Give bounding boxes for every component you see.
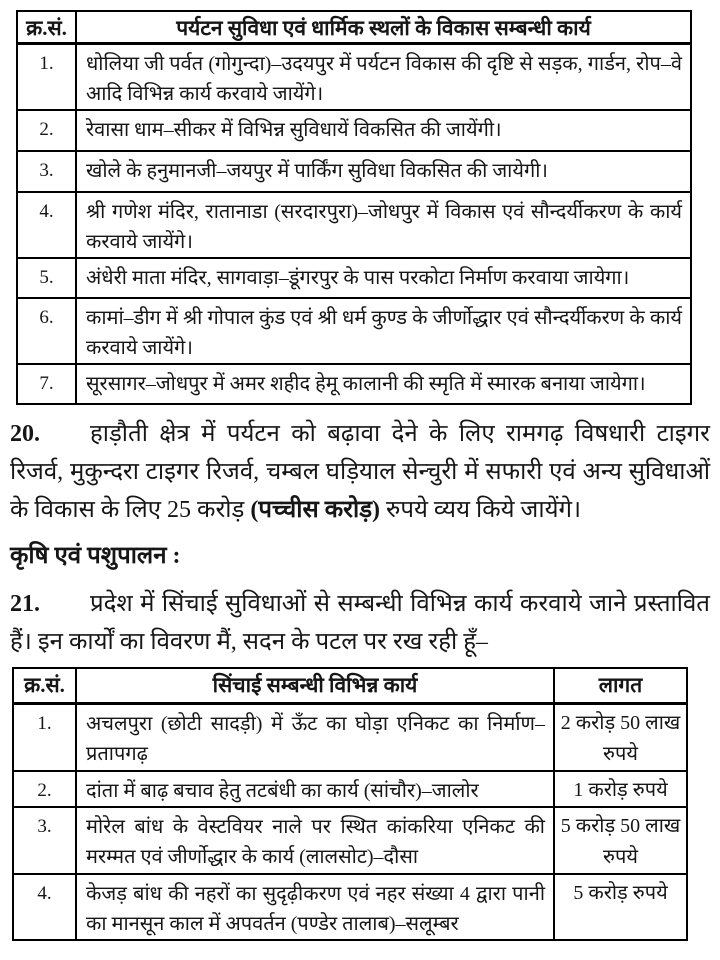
row-serial: 2. bbox=[13, 771, 76, 807]
row-serial: 4. bbox=[17, 192, 76, 258]
paragraph-20-text-end: रुपये व्यय किये जायेंगे। bbox=[380, 497, 582, 523]
table2-header-serial: क्र.सं. bbox=[13, 668, 76, 703]
row-work-text: कामां–डीग में श्री गोपाल कुंड एवं श्री धर्म कुण्ड के जीर्णोद्धार एवं सौन्दर्यीकरण के कार्य करवाये जायेंगे। bbox=[76, 298, 691, 364]
table-row bbox=[17, 44, 691, 111]
row-cost: 5 करोड़ 50 लाख रुपये bbox=[554, 807, 687, 874]
table2-header-row bbox=[13, 668, 687, 703]
row-work-text: सूरसागर–जोधपुर में अमर शहीद हेमू कालानी की स्मृति में स्मारक बनाया जायेगा। bbox=[76, 364, 691, 404]
paragraph-20 bbox=[10, 415, 710, 529]
row-work-text: दांता में बाढ़ बचाव हेतु तटबंधी का कार्य (सांचौर)–जालोर bbox=[76, 771, 554, 807]
paragraph-21 bbox=[10, 585, 710, 661]
row-work-text: मोरेल बांध के वेस्टवियर नाले पर स्थित कांकरिया एनिकट की मरम्मत एवं जीर्णोद्धार के कार्य (लालसोट)–दौसा bbox=[76, 807, 554, 874]
row-serial: 2. bbox=[17, 110, 76, 151]
row-work-text: अंधेरी माता मंदिर, सागवाड़ा–डूंगरपुर के पास परकोटा निर्माण करवाया जायेगा। bbox=[76, 258, 691, 298]
row-cost: 1 करोड़ रुपये bbox=[554, 771, 687, 807]
table-row bbox=[17, 298, 691, 364]
table2-header-works: सिंचाई सम्बन्धी विभिन्न कार्य bbox=[76, 668, 554, 703]
row-serial: 1. bbox=[17, 44, 76, 111]
paragraph-20-number: 20. bbox=[10, 421, 40, 447]
row-work-text: श्री गणेश मंदिर, रातानाडा (सरदारपुरा)–जोधपुर में विकास एवं सौन्दर्यीकरण के कार्य करवाये जायेंगे। bbox=[76, 192, 691, 258]
table-row bbox=[17, 364, 691, 404]
table-row bbox=[13, 874, 687, 940]
irrigation-works-table bbox=[12, 667, 688, 941]
row-serial: 5. bbox=[17, 258, 76, 298]
table-row bbox=[17, 192, 691, 258]
table-row bbox=[13, 703, 687, 771]
paragraph-21-text: प्रदेश में सिंचाई सुविधाओं से सम्बन्धी विभिन्न कार्य करवाये जाने प्रस्तावित हैं। इन कार्यों का विवरण मैं, सदन के पटल पर रख रही हूँ– bbox=[10, 591, 710, 655]
row-serial: 7. bbox=[17, 364, 76, 404]
row-work-text: रेवासा धाम–सीकर में विभिन्न सुविधायें विकसित की जायेंगी। bbox=[76, 110, 691, 151]
paragraph-21-number: 21. bbox=[10, 591, 40, 617]
section-heading-agriculture: कृषि एवं पशुपालन : bbox=[10, 543, 181, 569]
row-serial: 3. bbox=[13, 807, 76, 874]
row-serial: 3. bbox=[17, 151, 76, 192]
row-cost: 2 करोड़ 50 लाख रुपये bbox=[554, 703, 687, 771]
paragraph-20-text: हाड़ौती क्षेत्र में पर्यटन को बढ़ावा देने के लिए रामगढ़ विषधारी टाइगर रिजर्व, मुकुन्दरा टाइगर रिजर्व, चम्बल घड़ियाल सेन्चुरी में सफारी एवं अन्य सुविधाओं के विकास के लिए 25 करोड़ bbox=[10, 421, 710, 523]
paragraph-20-bold-amount: (पच्चीस करोड़) bbox=[250, 497, 381, 523]
table-row bbox=[13, 771, 687, 807]
tourism-works-table bbox=[16, 10, 692, 405]
table-row bbox=[13, 807, 687, 874]
row-cost: 5 करोड़ रुपये bbox=[554, 874, 687, 940]
table1-header-title: पर्यटन सुविधा एवं धार्मिक स्थलों के विकास सम्बन्धी कार्य bbox=[76, 11, 691, 44]
table1-header-row bbox=[17, 11, 691, 44]
row-work-text: धोलिया जी पर्वत (गोगुन्दा)–उदयपुर में पर्यटन विकास की दृष्टि से सड़क, गार्डन, रोप–वे आदि विभिन्न कार्य करवाये जायेंगे। bbox=[76, 44, 691, 111]
table-row bbox=[17, 110, 691, 151]
row-work-text: खोले के हनुमानजी–जयपुर में पार्किंग सुविधा विकसित की जायेगी। bbox=[76, 151, 691, 192]
row-serial: 1. bbox=[13, 703, 76, 771]
row-work-text: केजड़ बांध की नहरों का सुदृढ़ीकरण एवं नहर संख्या 4 द्वारा पानी का मानसून काल में अपवर्तन (पण्डेर तालाब)–सलूम्बर bbox=[76, 874, 554, 940]
row-serial: 6. bbox=[17, 298, 76, 364]
table-row bbox=[17, 151, 691, 192]
table2-header-cost: लागत bbox=[554, 668, 687, 703]
row-serial: 4. bbox=[13, 874, 76, 940]
table-row bbox=[17, 258, 691, 298]
table1-header-serial: क्र.सं. bbox=[17, 11, 76, 44]
row-work-text: अचलपुरा (छोटी सादड़ी) में ऊँट का घोड़ा एनिकट का निर्माण–प्रतापगढ़ bbox=[76, 703, 554, 771]
